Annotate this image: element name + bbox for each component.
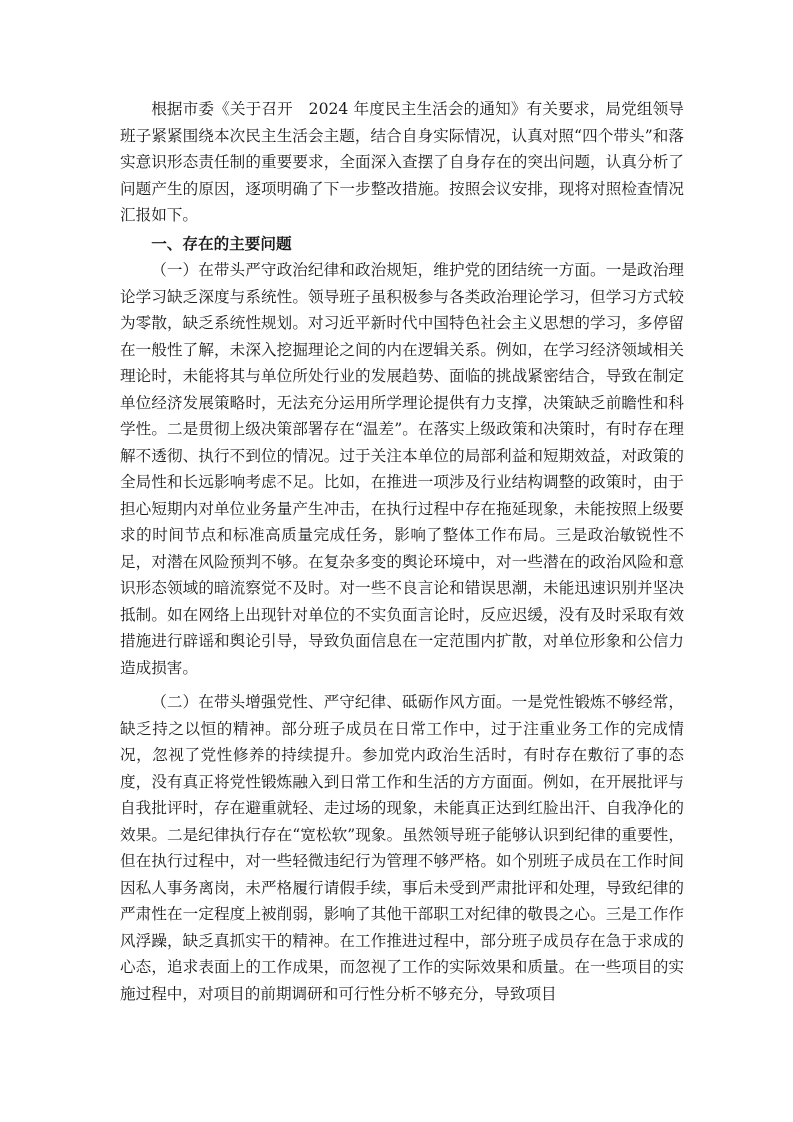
section-heading: 一、存在的主要问题 <box>151 233 292 253</box>
body-paragraph-2: （二）在带头增强党性、严守纪律、砥砺作风方面。一是党性锻炼不够经常，缺乏持之以恒的精神。部分班子成员在日常工作中，过于注重业务工作的完成情况，忽视了党性修养的持续提升。参加党内政治生活时，有时存在敷衍了事的态度，没有真正将党性锻炼融入到日常工作和生活的方方面面。例如，在开展批评与自我批评时，存在避重就轻、走过场的现象，未能真正达到红脸出汗、自我净化的效果。二是纪律执行存在“宽松软”现象。虽然领导班子能够认识到纪律的重要性，但在执行过程中，对一些轻微违纪行为管理不够严格。如个别班子成员在工作时间因私人事务离岗，未严格履行请假手续，事后未受到严肃批评和处理，导致纪律的严肃性在一定程度上被削弱，影响了其他干部职工对纪律的敬畏之心。三是工作作风浮躁，缺乏真抓实干的精神。在工作推进过程中，部分班子成员存在急于求成的心态，追求表面上的工作成果，而忽视了工作的实际效果和质量。在一些项目的实施过程中，对项目的前期调研和可行性分析不够充分，导致项目 <box>120 693 684 1003</box>
document-body <box>120 96 684 1007</box>
intro-paragraph: 根据市委《关于召开 2024 年度民主生活会的通知》有关要求，局党组领导班子紧紧围绕本次民主生活会主题，结合自身实际情况，认真对照“四个带头”和落实意识形态责任制的重要要求，全面深入查摆了自身存在的突出问题，认真分析了问题产生的原因，逐项明确了下一步整改措施。按照会议安排，现将对照检查情况汇报如下。 <box>120 100 684 224</box>
body-paragraph-1: （一）在带头严守政治纪律和政治规矩，维护党的团结统一方面。一是政治理论学习缺乏深度与系统性。领导班子虽积极参与各类政治理论学习，但学习方式较为零散，缺乏系统性规划。对习近平新时代中国特色社会主义思想的学习，多停留在一般性了解，未深入挖掘理论之间的内在逻辑关系。例如，在学习经济领域相关理论时，未能将其与单位所处行业的发展趋势、面临的挑战紧密结合，导致在制定单位经济发展策略时，无法充分运用所学理论提供有力支撑，决策缺乏前瞻性和科学性。二是贯彻上级决策部署存在“温差”。在落实上级政策和决策时，有时存在理解不透彻、执行不到位的情况。过于关注本单位的局部利益和短期效益，对政策的全局性和长远影响考虑不足。比如，在推进一项涉及行业结构调整的政策时，由于担心短期内对单位业务量产生冲击，在执行过程中存在拖延现象，未能按照上级要求的时间节点和标准高质量完成任务，影响了整体工作布局。三是政治敏锐性不足，对潜在风险预判不够。在复杂多变的舆论环境中，对一些潜在的政治风险和意识形态领域的暗流察觉不及时。对一些不良言论和错误思潮，未能迅速识别并坚决抵制。如在网络上出现针对单位的不实负面言论时，反应迟缓，没有及时采取有效措施进行辟谣和舆论引导，导致负面信息在一定范围内扩散，对单位形象和公信力造成损害。 <box>120 261 684 677</box>
